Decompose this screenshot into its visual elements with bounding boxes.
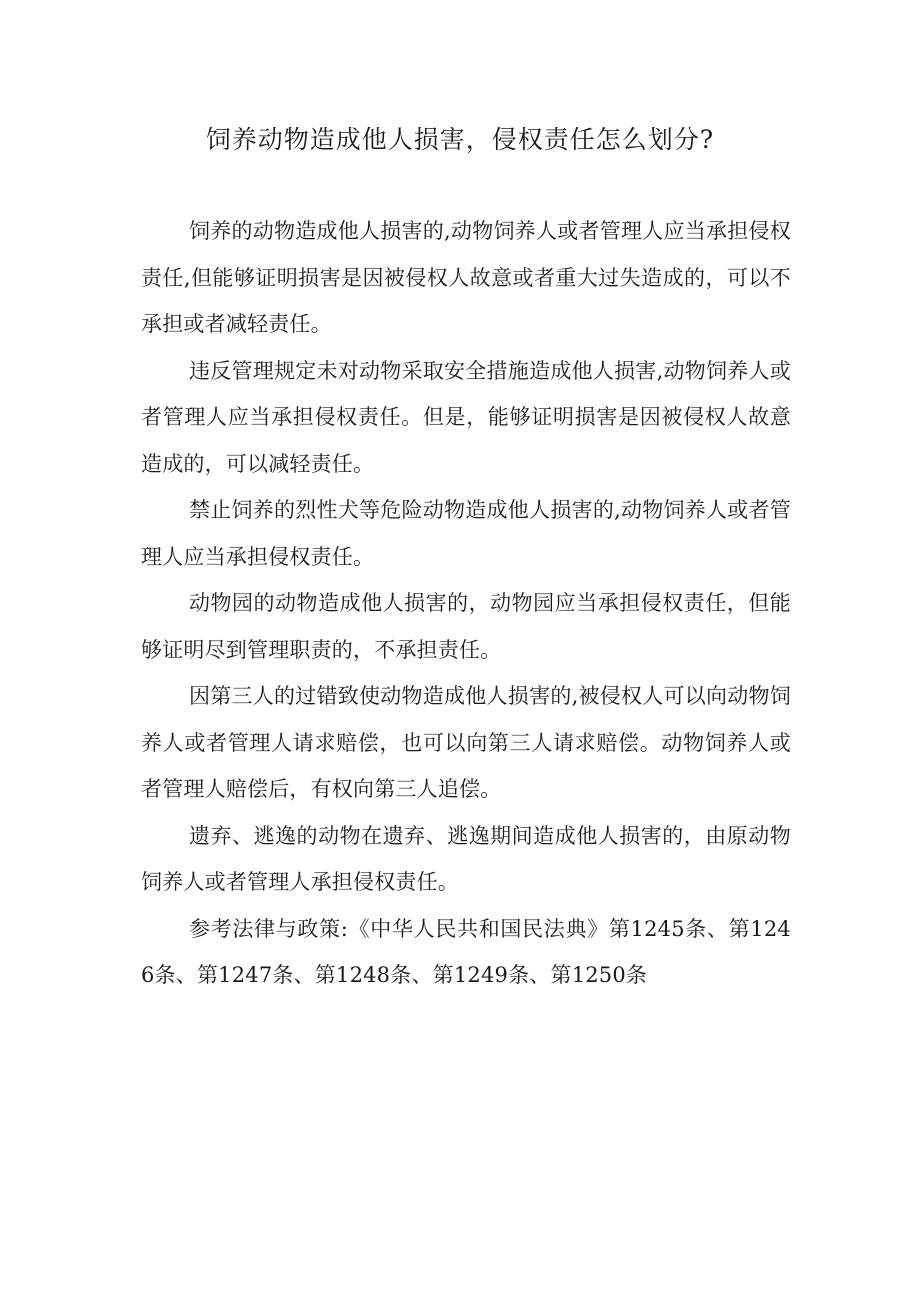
paragraph: 因第三人的过错致使动物造成他人损害的,被侵权人可以向动物饲养人或者管理人请求赔偿，也可以向第三人请求赔偿。动物饲养人或者管理人赔偿后，有权向第三人追偿。 [141, 684, 791, 801]
paragraph: 遗弃、逃逸的动物在遗弃、逃逸期间造成他人损害的，由原动物饲养人或者管理人承担侵权责任。 [141, 823, 791, 894]
paragraph: 饲养的动物造成他人损害的,动物饲养人或者管理人应当承担侵权责任,但能够证明损害是因被侵权人故意或者重大过失造成的，可以不承担或者减轻责任。 [141, 219, 791, 336]
reference-paragraph: 参考法律与政策:《中华人民共和国民法典》第1245条、第1246条、第1247条、第1248条、第1249条、第1250条 [141, 916, 791, 987]
document-body [141, 208, 791, 999]
page-title: 饲养动物造成他人损害，侵权责任怎么划分? [205, 125, 715, 154]
paragraph: 动物园的动物造成他人损害的，动物园应当承担侵权责任，但能够证明尽到管理职责的，不承担责任。 [141, 591, 791, 662]
paragraph: 禁止饲养的烈性犬等危险动物造成他人损害的,动物饲养人或者管理人应当承担侵权责任。 [141, 498, 791, 569]
paragraph: 违反管理规定未对动物采取安全措施造成他人损害,动物饲养人或者管理人应当承担侵权责任。但是，能够证明损害是因被侵权人故意造成的，可以减轻责任。 [141, 358, 791, 476]
